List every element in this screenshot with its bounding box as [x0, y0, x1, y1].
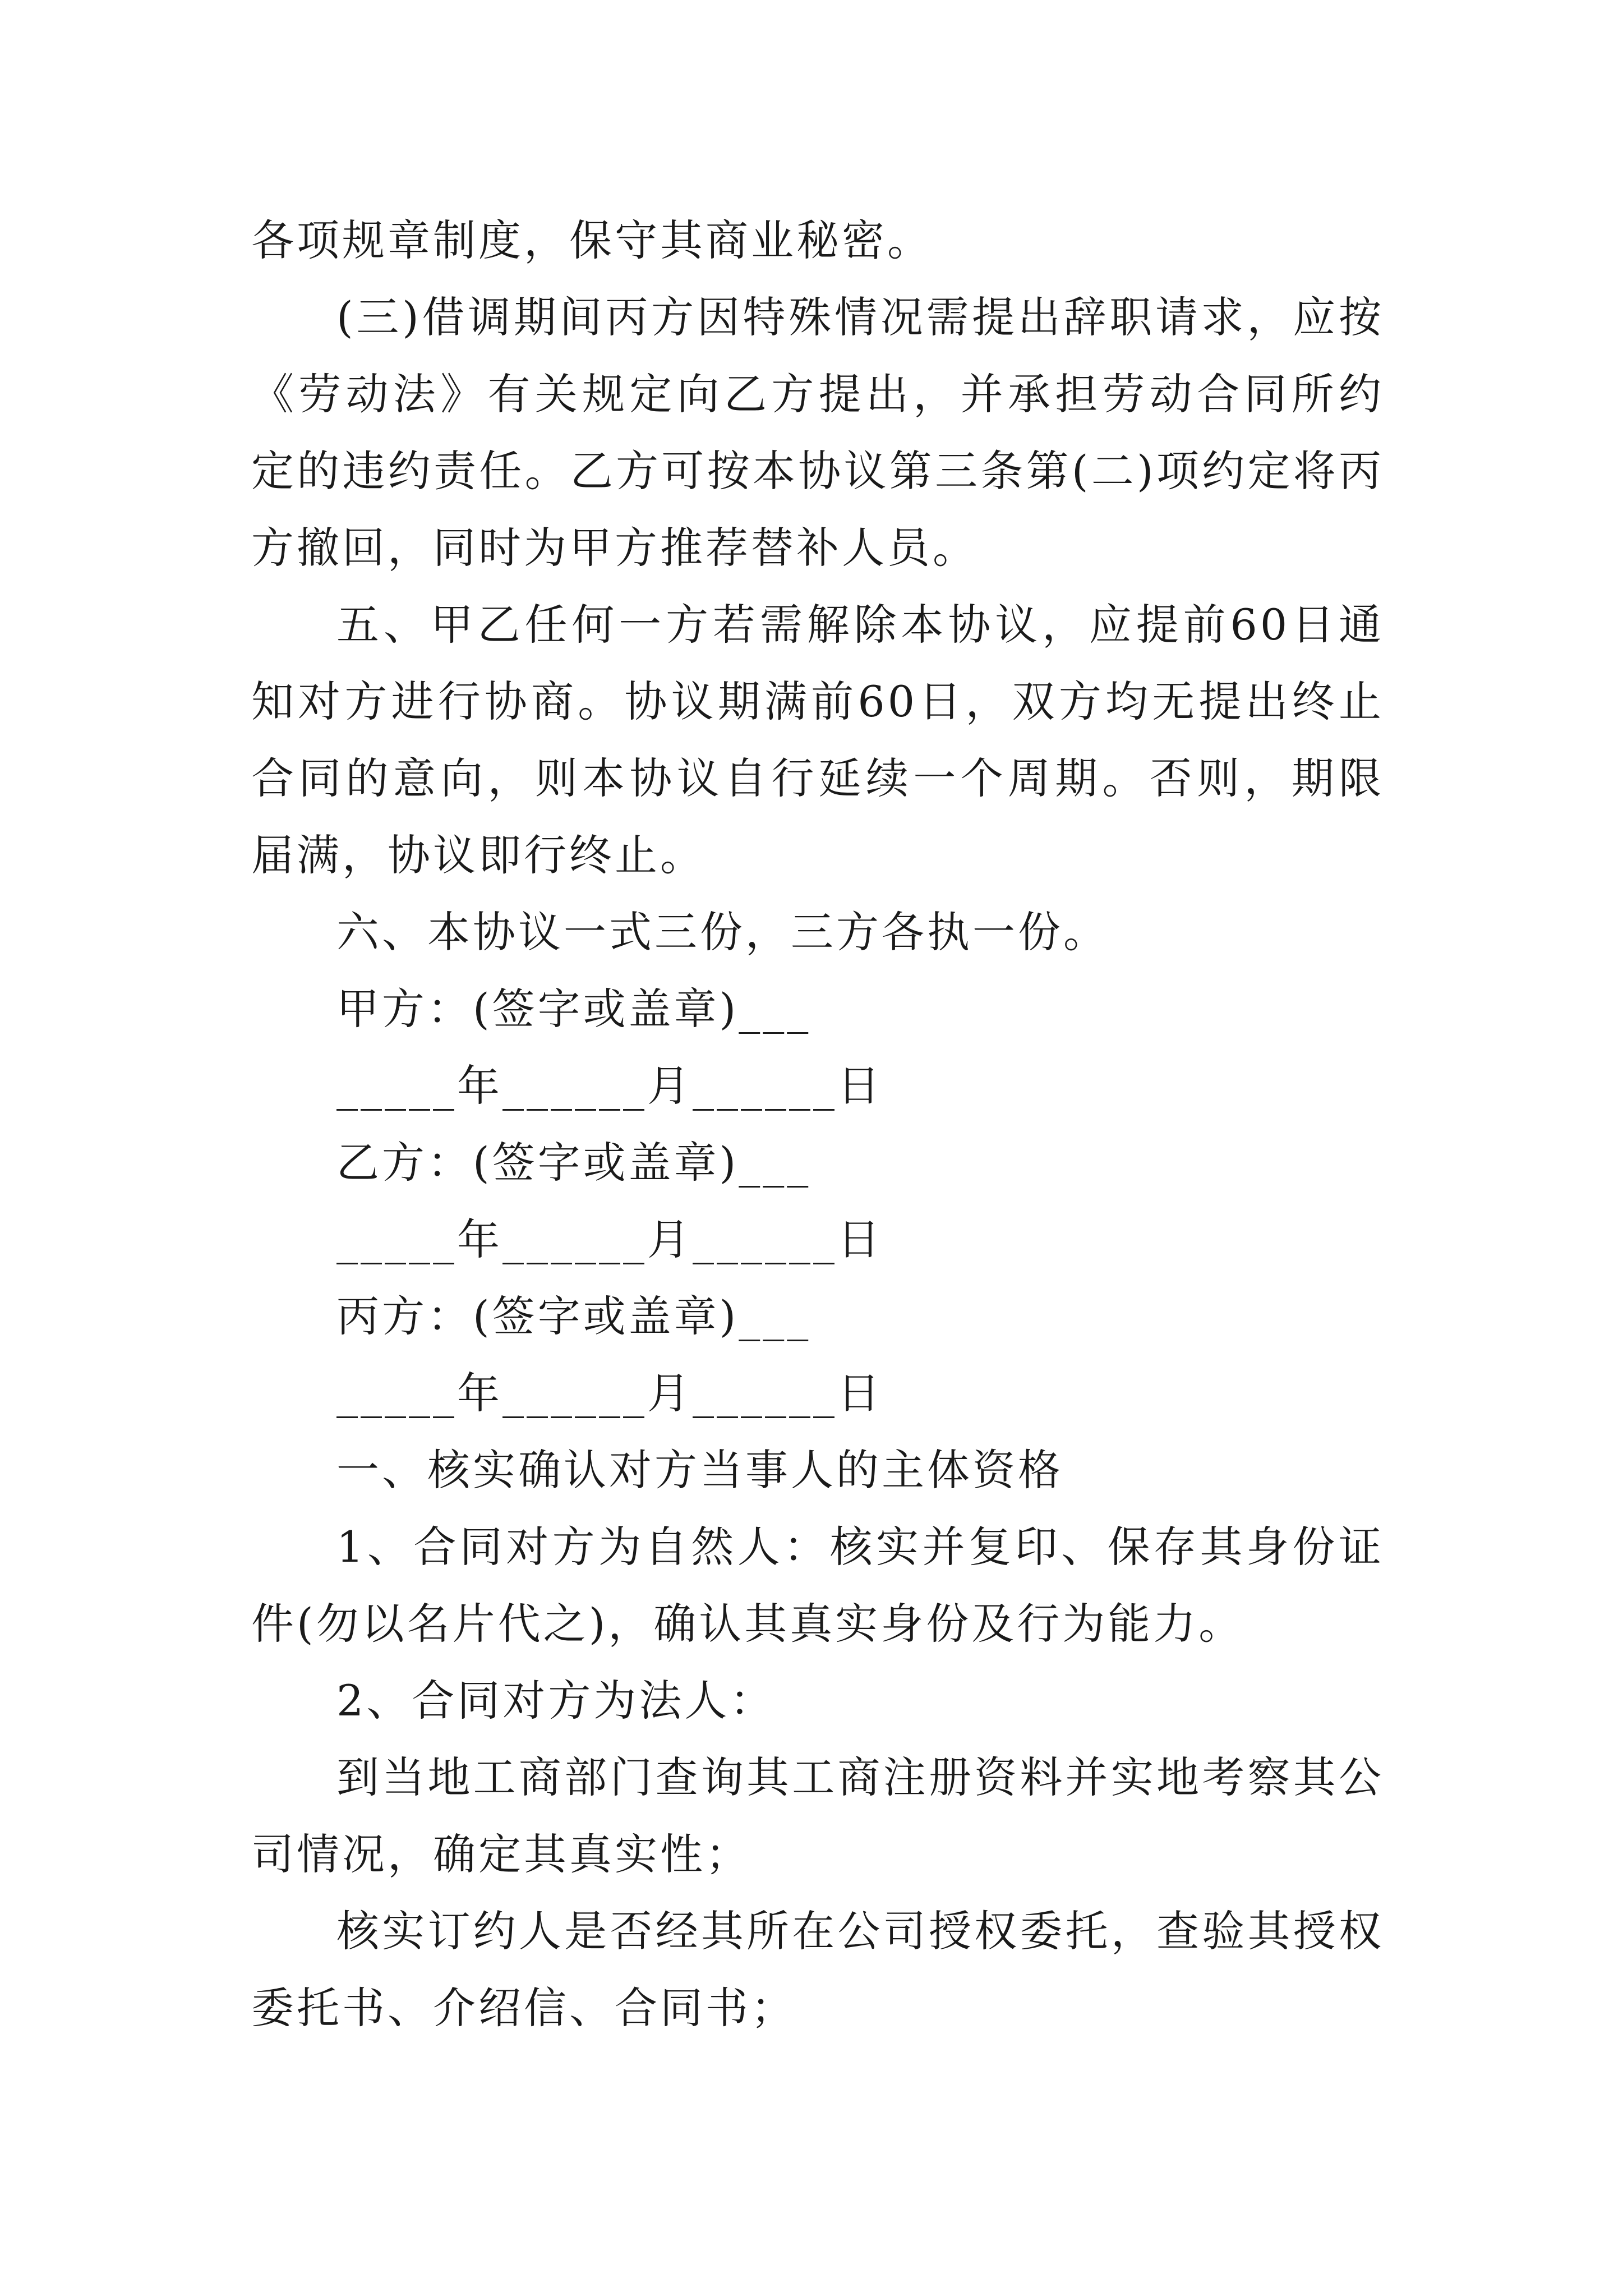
signature-party-c: 丙方：(签字或盖章)___	[336, 1291, 811, 1341]
checklist-item-legal-person: 2、合同对方为法人：	[336, 1676, 776, 1726]
checklist-item-natural-person: 1、合同对方为自然人：核实并复印、保存其身份证件(勿以名片代之)，确认其真实身份及行为能力。	[251, 1522, 1384, 1649]
signature-date-c: _____年______月______日	[336, 1368, 883, 1418]
paragraph-termination-clause: 五、甲乙任何一方若需解除本协议，应提前60日通知对方进行协商。协议期满前60日，双方均无提出终止合同的意向，则本协议自行延续一个周期。否则，期限届满，协议即行终止。	[251, 600, 1384, 880]
checklist-item-business-registration: 到当地工商部门查询其工商注册资料并实地考察其公司情况，确定其真实性；	[251, 1752, 1384, 1879]
signature-party-b: 乙方：(签字或盖章)___	[336, 1138, 811, 1188]
document-body	[251, 202, 1384, 2046]
paragraph-continuation: 各项规章制度，保守其商业秘密。	[251, 215, 933, 265]
checklist-item-authorization: 核实订约人是否经其所在公司授权委托，查验其授权委托书、介绍信、合同书；	[251, 1906, 1384, 2033]
paragraph-copies-clause: 六、本协议一式三份，三方各执一份。	[336, 907, 1109, 957]
signature-party-a: 甲方：(签字或盖章)___	[336, 984, 811, 1034]
signature-date-b: _____年______月______日	[336, 1214, 883, 1264]
paragraph-resignation-clause: (三)借调期间丙方因特殊情况需提出辞职请求，应按《劳动法》有关规定向乙方提出，并承担劳动合同所约定的违约责任。乙方可按本协议第三条第(二)项约定将丙方撤回，同时为甲方推荐替补人员。	[251, 292, 1384, 573]
checklist-heading: 一、核实确认对方当事人的主体资格	[336, 1445, 1063, 1495]
signature-date-a: _____年______月______日	[336, 1061, 883, 1111]
